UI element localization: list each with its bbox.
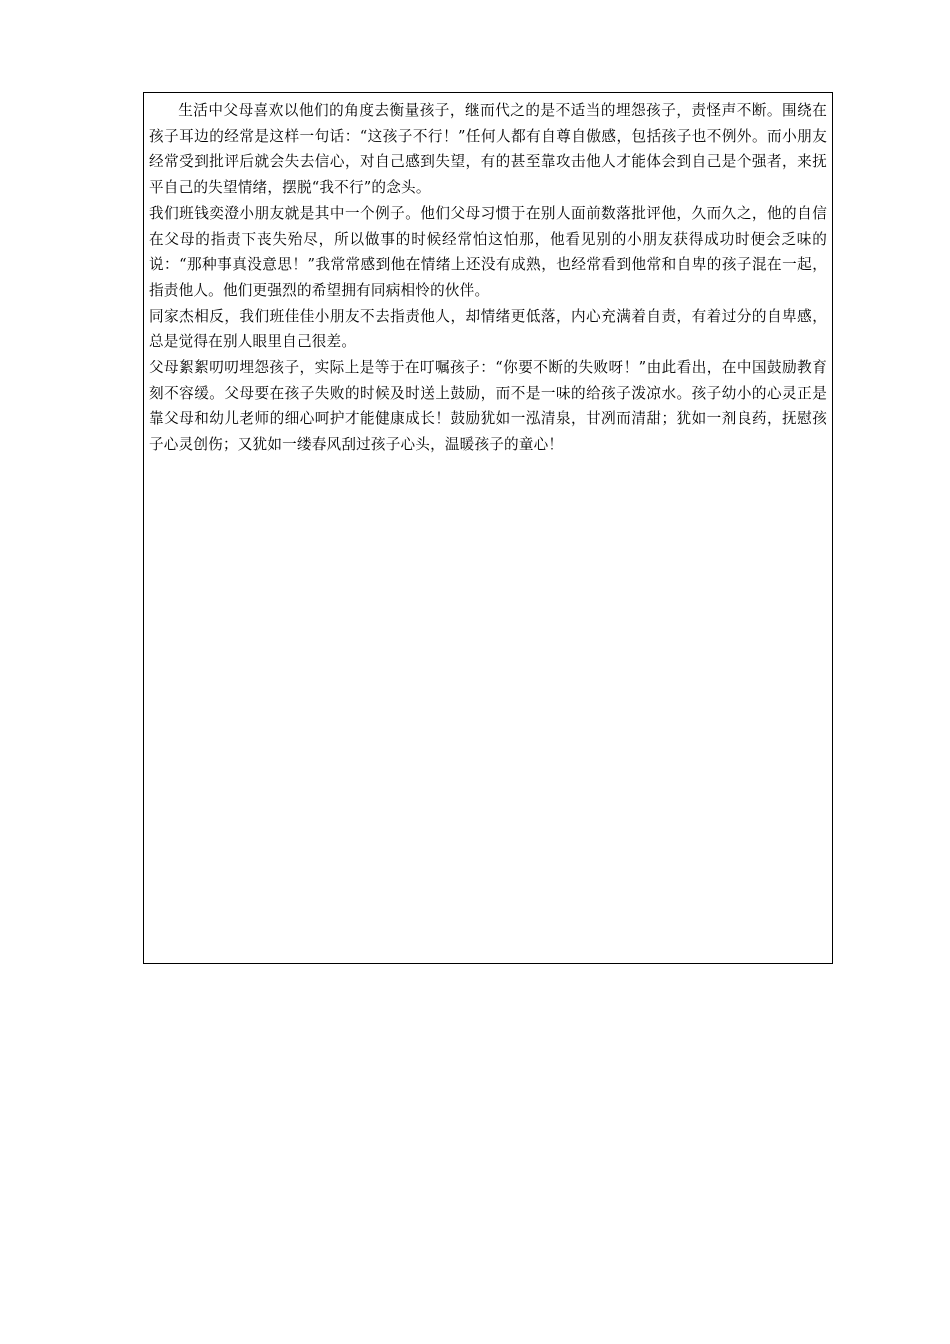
paragraph-2: 我们班钱奕澄小朋友就是其中一个例子。他们父母习惯于在别人面前数落批评他，久而久之，他的自信在父母的指责下丧失殆尽，所以做事的时候经常怕这怕那，他看见别的小朋友获得成功时便会乏味的说：“那种事真没意思！”我常常感到他在情绪上还没有成熟，也经常看到他常和自卑的孩子混在一起，指责他人。他们更强烈的希望拥有同病相怜的伙伴。	[149, 204, 827, 299]
paragraph-4: 父母絮絮叨叨埋怨孩子，实际上是等于在叮嘱孩子：“你要不断的失败呀！”由此看出，在中国鼓励教育刻不容缓。父母要在孩子失败的时候及时送上鼓励，而不是一味的给孩子泼凉水。孩子幼小的心灵正是靠父母和幼儿老师的细心呵护才能健康成长！鼓励犹如一泓清泉，甘冽而清甜；犹如一剂良药，抚慰孩子心灵创伤；又犹如一缕春风刮过孩子心头，温暖孩子的童心！	[149, 359, 827, 454]
document-body	[149, 98, 827, 458]
paragraph-3: 同家杰相反，我们班佳佳小朋友不去指责他人，却情绪更低落，内心充满着自责，有着过分的自卑感，总是觉得在别人眼里自己很差。	[149, 307, 827, 351]
document-frame	[143, 92, 833, 964]
paragraph-1: 生活中父母喜欢以他们的角度去衡量孩子，继而代之的是不适当的埋怨孩子，责怪声不断。围绕在孩子耳边的经常是这样一句话：“这孩子不行！”任何人都有自尊自傲感，包括孩子也不例外。而小朋友经常受到批评后就会失去信心，对自己感到失望，有的甚至靠攻击他人才能体会到自己是个强者，来抚平自己的失望情绪，摆脱“我不行”的念头。	[149, 102, 827, 197]
